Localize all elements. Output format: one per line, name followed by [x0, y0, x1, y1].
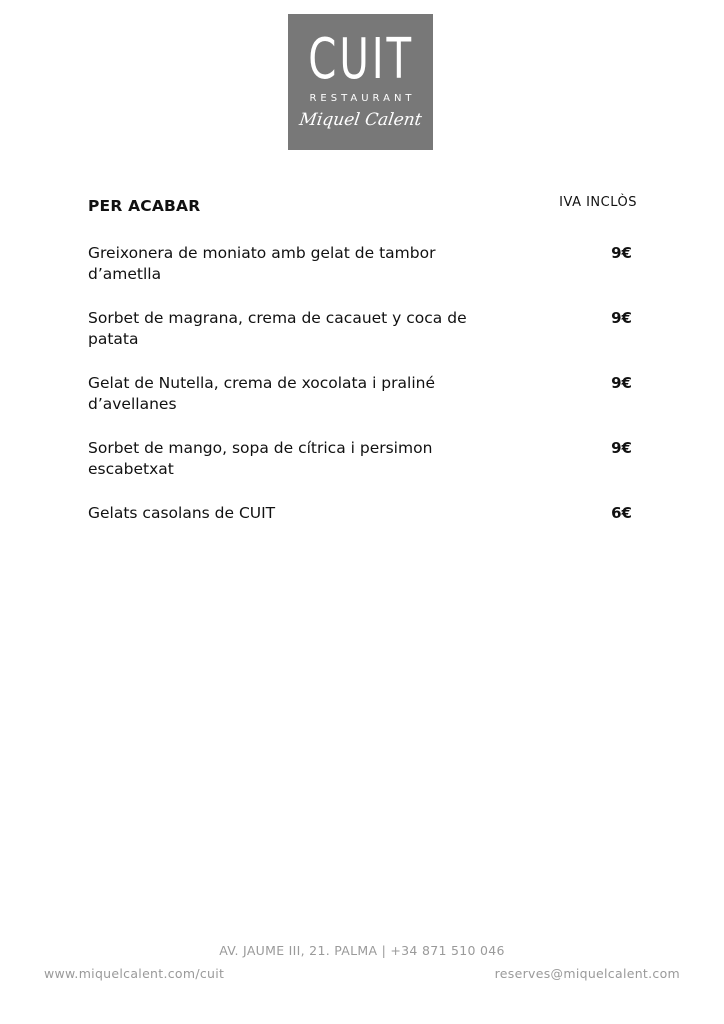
footer-email-link[interactable]: reserves@miquelcalent.com	[494, 966, 680, 981]
menu-item-price: 9€	[611, 374, 632, 392]
menu-item-price: 6€	[611, 504, 632, 522]
logo-signature: Miquel Calent	[298, 110, 423, 130]
restaurant-logo	[288, 14, 433, 150]
section-title: PER ACABAR	[88, 197, 201, 215]
menu-item	[88, 503, 636, 568]
menu-item-price: 9€	[611, 439, 632, 457]
tax-note: IVA INCLÒS	[559, 195, 637, 210]
footer-website-link[interactable]: www.miquelcalent.com/cuit	[44, 966, 225, 981]
menu-item-price: 9€	[611, 309, 632, 327]
menu-item	[88, 308, 636, 373]
menu-item	[88, 438, 636, 503]
menu-item-name: Sorbet de mango, sopa de cítrica i persimon escabetxat	[88, 439, 433, 478]
menu-item-name: Gelats casolans de CUIT	[88, 504, 276, 522]
menu-item-name: Sorbet de magrana, crema de cacauet y coca de patata	[88, 309, 467, 348]
logo-wordmark: CUIT	[308, 27, 415, 92]
footer-address: AV. JAUME III, 21. PALMA | +34 871 510 046	[219, 943, 505, 958]
menu-item-price: 9€	[611, 244, 632, 262]
logo-subtitle: RESTAURANT	[309, 93, 416, 104]
menu-item	[88, 243, 636, 308]
dessert-menu-list	[88, 243, 636, 568]
menu-item	[88, 373, 636, 438]
menu-item-name: Gelat de Nutella, crema de xocolata i praliné d’avellanes	[88, 374, 435, 413]
menu-item-name: Greixonera de moniato amb gelat de tambor d’ametlla	[88, 244, 436, 283]
